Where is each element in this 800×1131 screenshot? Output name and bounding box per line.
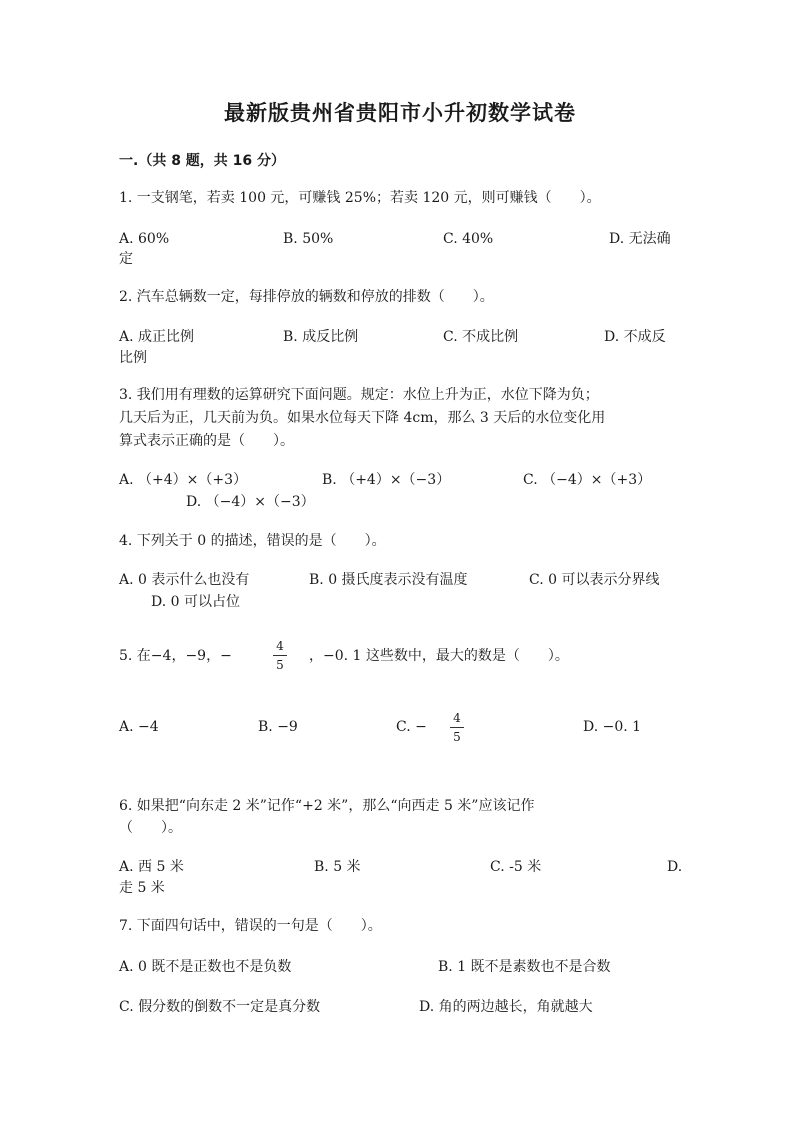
option-d[interactable]: D. （−4）×（−3） [186, 494, 315, 510]
question-stem: 7. 下面四句话中，错误的一句是（ ）。 [119, 918, 382, 934]
fraction-four-fifths [273, 639, 287, 672]
fraction-denominator: 5 [276, 658, 284, 672]
fraction-numerator: 4 [450, 711, 464, 728]
option-a[interactable]: A. 成正比例 [119, 329, 195, 345]
question-stem-part-2: ，−0. 1 这些数中，最大的数是（ ）。 [309, 648, 569, 664]
option-b[interactable]: B. 0 摄氏度表示没有温度 [309, 572, 468, 588]
option-d[interactable]: D. −0. 1 [583, 719, 642, 735]
option-b[interactable]: B. 1 既不是素数也不是合数 [438, 959, 611, 975]
option-b[interactable]: B. 成反比例 [283, 329, 359, 345]
option-a[interactable]: A. 60% [119, 231, 170, 247]
option-a[interactable]: A. 0 表示什么也没有 [119, 572, 250, 588]
option-a[interactable]: A. （+4）×（+3） [119, 472, 248, 488]
option-c[interactable]: C. 假分数的倒数不一定是真分数 [119, 999, 321, 1015]
option-d-wrap: 定 [119, 251, 133, 267]
fraction-numerator: 4 [273, 639, 287, 656]
option-c[interactable]: C. （−4）×（+3） [523, 472, 652, 488]
question-stem: 1. 一支钢笔，若卖 100 元，可赚钱 25%；若卖 120 元，则可赚钱（ ）。 [119, 190, 601, 206]
option-b[interactable]: B. 5 米 [314, 859, 361, 875]
section-heading: 一.（共 8 题，共 16 分） [119, 153, 286, 169]
option-c[interactable]: C. − [396, 719, 427, 735]
question-stem-line-2: 几天后为正，几天前为负。如果水位每天下降 4cm，那么 3 天后的水位变化用 [119, 410, 606, 426]
option-c[interactable]: C. 40% [443, 231, 494, 247]
fraction-four-fifths-option [450, 711, 464, 744]
option-d-wrap: 走 5 米 [119, 880, 165, 896]
option-a[interactable]: A. 西 5 米 [119, 859, 184, 875]
question-stem-part-1: 5. 在−4，−9，− [119, 648, 232, 664]
option-d[interactable]: D. 无法确 [609, 231, 671, 247]
question-stem-line-2: （ ）。 [119, 820, 182, 836]
option-b[interactable]: B. （+4）×（−3） [322, 472, 451, 488]
option-a[interactable]: A. −4 [119, 719, 159, 735]
option-d[interactable]: D. [667, 859, 683, 875]
option-c[interactable]: C. 0 可以表示分界线 [529, 572, 660, 588]
option-d[interactable]: D. 不成反 [604, 329, 666, 345]
option-b[interactable]: B. 50% [283, 231, 334, 247]
option-c[interactable]: C. 不成比例 [443, 329, 519, 345]
question-stem: 4. 下列关于 0 的描述，错误的是（ ）。 [119, 533, 386, 549]
option-d-wrap: 比例 [119, 350, 147, 366]
question-stem-line-1: 6. 如果把“向东走 2 米”记作“+2 米”，那么“向西走 5 米”应该记作 [119, 798, 535, 814]
page-title: 最新版贵州省贵阳市小升初数学试卷 [224, 101, 576, 125]
question-stem: 2. 汽车总辆数一定，每排停放的辆数和停放的排数（ ）。 [119, 289, 494, 305]
question-stem-line-3: 算式表示正确的是（ ）。 [119, 433, 294, 449]
option-d[interactable]: D. 角的两边越长，角就越大 [419, 999, 593, 1015]
option-c[interactable]: C. -5 米 [490, 859, 542, 875]
fraction-denominator: 5 [453, 730, 461, 744]
option-a[interactable]: A. 0 既不是正数也不是负数 [119, 959, 292, 975]
question-stem-line-1: 3. 我们用有理数的运算研究下面问题。规定：水位上升为正，水位下降为负； [119, 387, 599, 403]
option-d[interactable]: D. 0 可以占位 [151, 594, 240, 610]
option-b[interactable]: B. −9 [258, 719, 298, 735]
